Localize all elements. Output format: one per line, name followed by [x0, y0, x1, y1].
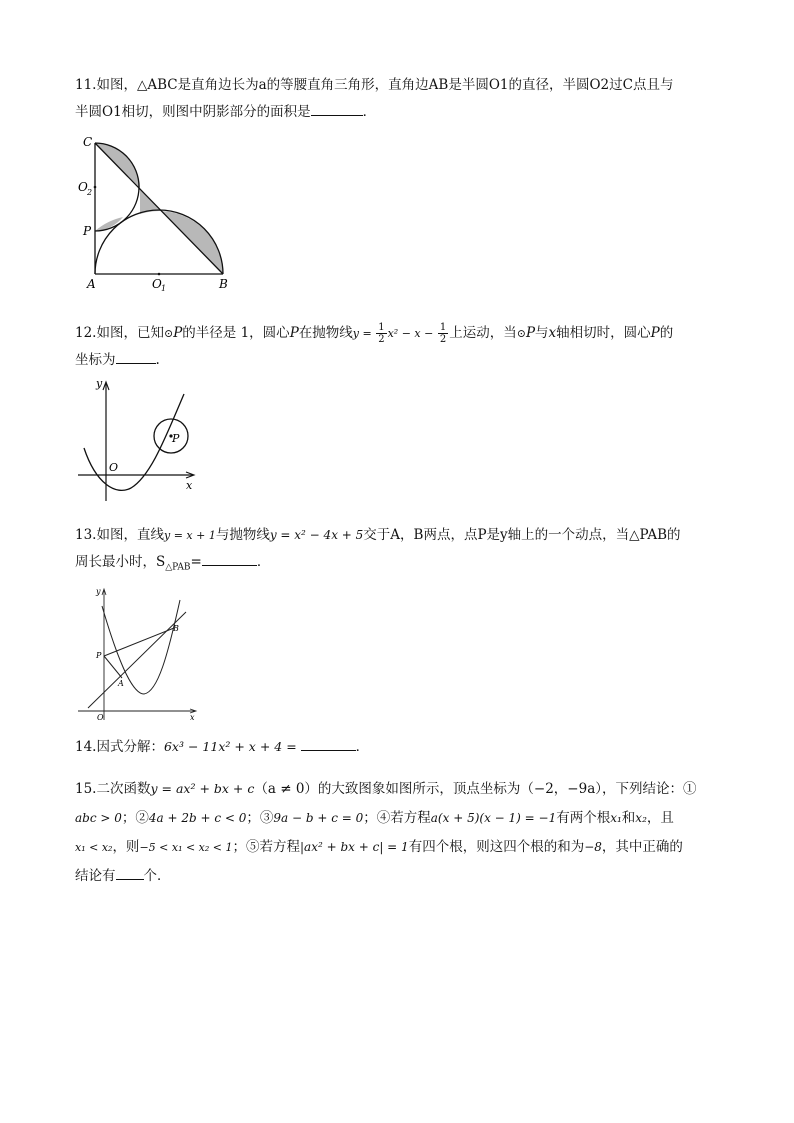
q14-end: ．	[355, 739, 370, 755]
q12-p-4: P	[650, 325, 660, 341]
q15-eq-function: y = ax² + bx + c	[150, 781, 255, 796]
q15-text-a: 15.二次函数	[75, 781, 151, 797]
q15-text-c2: ；②	[121, 810, 149, 826]
q15-text-ze: ，则	[112, 839, 140, 855]
q12-frac1-den: 2	[378, 334, 385, 345]
q15-text-correct: ，其中正确的	[601, 839, 683, 855]
q15-text-qie: ，且	[646, 810, 674, 826]
q15-text-roots: 有两个根	[556, 810, 611, 826]
q12-label-x: x	[186, 479, 193, 492]
q12-label-p: P	[172, 432, 180, 445]
question-12	[75, 320, 720, 374]
q12-frac1-num: 1	[378, 322, 385, 333]
q11-answer-blank	[311, 101, 363, 116]
q15-text-sum: 有四个根，则这四个根的和为	[408, 839, 585, 855]
q12-p-2: P	[289, 325, 299, 341]
q11-point-o1	[158, 273, 161, 276]
q12-text-f: 轴相切时，圆心	[556, 325, 651, 341]
q14-expression: 6x³ − 11x² + x + 4 =	[163, 739, 301, 754]
q13-text-c: 交于A，B两点，点P是y轴上的一个动点，当△PAB的	[363, 527, 681, 543]
q12-p-3: P	[525, 325, 536, 341]
q15-conclusion-2: 4a + 2b + c < 0	[148, 811, 247, 825]
q12-p-1: P	[173, 325, 183, 341]
q12-frac2-den: 2	[439, 334, 447, 345]
q11-line2-end: ．	[362, 104, 377, 120]
q15-x2: x₂	[635, 811, 647, 825]
q13-line-y-x-plus-1	[88, 612, 186, 708]
q11-figure	[78, 134, 238, 294]
q11-label-o1: O	[152, 277, 162, 291]
q11-label-c: C	[83, 135, 93, 149]
q15-text-b: （a ≠ 0）的大致图象如图所示，顶点坐标为（−2，−9a），下列结论：①	[254, 781, 697, 797]
q15-range: −5 < x₁ < x₂ < 1	[139, 841, 233, 854]
q12-label-o: O	[109, 461, 119, 474]
q13-sub-pab: △PAB	[165, 562, 191, 573]
q12-eq-y: y =	[352, 327, 376, 340]
q13-eq-line: y = x + 1	[163, 529, 216, 542]
q15-text-and: 和	[621, 810, 636, 826]
q13-text-s: 周长最小时，S	[75, 554, 166, 570]
q13-label-a: A	[118, 679, 124, 688]
q13-label-b: B	[173, 624, 179, 633]
q13-text-a: 13.如图，直线	[75, 527, 164, 543]
q12-text-d: 上运动，当	[449, 325, 517, 341]
q11-line1: 11.如图，△ABC是直角边长为a的等腰直角三角形，直角边AB是半圆O1的直径，半圆O2过C点且与	[75, 77, 674, 93]
q14-answer-blank	[301, 736, 356, 751]
q12-text-e: 与	[535, 325, 549, 341]
q15-line2	[75, 804, 720, 833]
question-13	[75, 522, 720, 582]
q12-circle-symbol-2: ⊙	[516, 327, 526, 340]
q15-eq-4: a(x + 5)(x − 1) = −1	[430, 811, 557, 825]
q12-circle-symbol: ⊙	[163, 327, 174, 340]
q11-point-o2	[94, 186, 97, 189]
q14-text: 14.因式分解：	[75, 739, 164, 755]
q13-label-o: O	[97, 713, 104, 722]
q12-figure	[76, 376, 201, 506]
question-11	[75, 72, 720, 126]
q11-label-b: B	[219, 277, 228, 291]
q13-parabola	[102, 600, 180, 694]
q13-text-eq: =	[190, 554, 202, 570]
q13-label-x: x	[190, 713, 195, 722]
q13-text-b: 与抛物线	[215, 527, 270, 543]
q13-line2	[75, 549, 720, 582]
q15-minus-8: −8	[584, 840, 602, 854]
q12-text-b: 的半径是 1，圆心	[182, 325, 290, 341]
q12-parabola	[84, 394, 184, 490]
q15-line4	[75, 862, 720, 891]
q15-line1	[75, 774, 720, 804]
q12-text-c: 在抛物线	[298, 325, 353, 341]
q12-eq-mid: x² − x −	[387, 327, 437, 340]
q15-x1: x₁	[610, 811, 622, 825]
q11-line2-text: 半圆O1相切，则图中阴影部分的面积是	[75, 104, 311, 120]
q12-text-a: 12.如图，已知	[75, 325, 164, 341]
q15-eq-5: |ax² + bx + c| = 1	[300, 840, 409, 854]
q12-line2	[75, 347, 720, 374]
q15-text-c3: ；③	[246, 810, 274, 826]
q11-label-o2-sub: 2	[87, 188, 93, 197]
q15-x1-lt-x2: x₁ < x₂	[75, 841, 113, 854]
q12-frac-half-1	[376, 322, 386, 345]
q11-label-o2: O	[78, 180, 88, 194]
q11-label-a: A	[87, 277, 96, 291]
q11-line2	[75, 99, 720, 126]
question-14	[75, 733, 720, 761]
q12-x: x	[548, 325, 557, 341]
q15-answer-blank	[116, 865, 144, 880]
q13-line1	[75, 522, 720, 549]
q12-answer-blank	[116, 349, 156, 364]
q13-label-p: P	[96, 651, 102, 660]
q15-text-c4: ；④若方程	[363, 810, 431, 826]
q13-eq-parabola: y = x² − 4x + 5	[269, 528, 364, 542]
q12-frac2-num: 1	[439, 322, 447, 333]
q13-line2-end: ．	[256, 554, 271, 570]
question-15	[75, 774, 720, 891]
q14-line	[75, 733, 720, 761]
q15-conclusion-3: 9a − b + c = 0	[273, 811, 364, 825]
q11-label-o1-sub: 1	[161, 284, 167, 293]
q13-segment-pb	[104, 628, 174, 656]
q13-label-y: y	[96, 587, 101, 596]
q12-line1	[75, 320, 720, 347]
q12-text-g: 的	[659, 325, 674, 341]
q15-text-c5: ；⑤若方程	[232, 839, 301, 855]
q12-line2-text: 坐标为	[75, 352, 116, 368]
q15-text-ge: 个．	[143, 868, 171, 884]
q13-answer-blank	[202, 551, 257, 566]
q12-label-y: y	[96, 377, 103, 390]
q12-line2-end: .	[155, 352, 160, 368]
q15-text-conclusions: 结论有	[75, 868, 116, 884]
q13-figure	[76, 584, 201, 724]
q15-line3	[75, 833, 720, 862]
q12-frac-half-2	[438, 322, 448, 345]
q15-conclusion-1: abc > 0	[75, 811, 122, 825]
q11-side-cb	[95, 143, 223, 274]
q11-label-p: P	[83, 224, 92, 238]
